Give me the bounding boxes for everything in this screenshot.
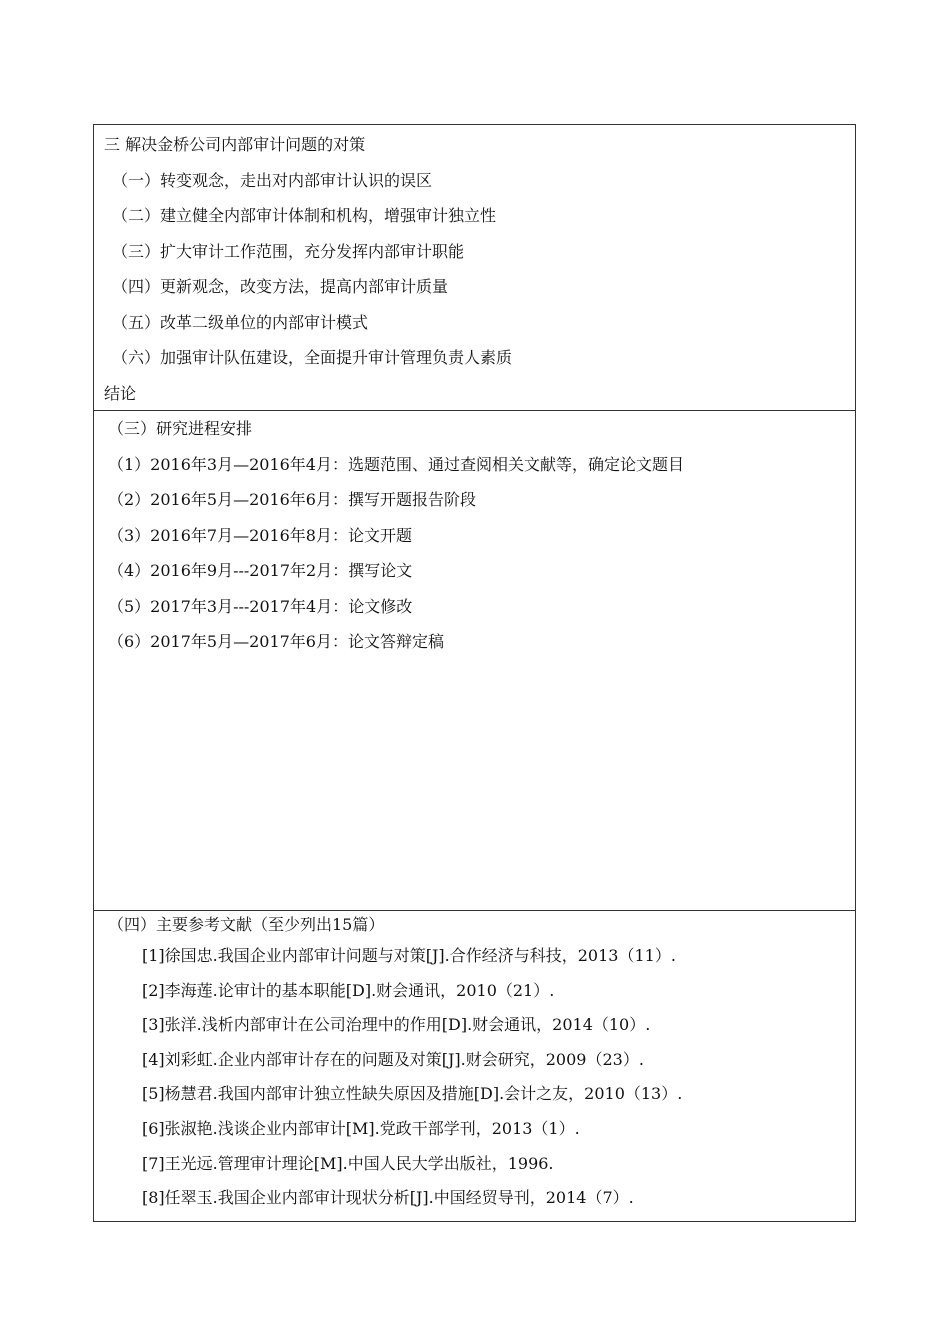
reference-item: [3]张洋.浅析内部审计在公司治理中的作用[D].财会通讯，2014（10）. bbox=[142, 1015, 651, 1035]
schedule-heading: （三）研究进程安排 bbox=[108, 419, 253, 438]
reference-item: [6]张淑艳.浅谈企业内部审计[M].党政干部学刊，2013（1）. bbox=[142, 1118, 580, 1138]
outline-item: （一）转变观念，走出对内部审计认识的误区 bbox=[112, 170, 433, 190]
outline-item: （四）更新观念，改变方法，提高内部审计质量 bbox=[112, 277, 449, 296]
reference-item: [1]徐国忠.我国企业内部审计问题与对策[J].合作经济与科技，2013（11）. bbox=[142, 946, 676, 965]
document-table bbox=[93, 124, 856, 1222]
references-section bbox=[94, 911, 855, 1221]
outline-item: （六）加强审计队伍建设，全面提升审计管理负责人素质 bbox=[112, 348, 513, 367]
schedule-item: （6）2017年5月—2017年6月：论文答辩定稿 bbox=[108, 632, 444, 651]
references-heading: （四）主要参考文献（至少列出15篇） bbox=[108, 915, 385, 934]
reference-item: [5]杨慧君.我国内部审计独立性缺失原因及措施[D].会计之友，2010（13）. bbox=[142, 1084, 683, 1104]
reference-item: [4]刘彩虹.企业内部审计存在的问题及对策[J].财会研究，2009（23）. bbox=[142, 1049, 644, 1069]
reference-item: [2]李海莲.论审计的基本职能[D].财会通讯，2010（21）. bbox=[142, 980, 555, 1000]
outline-item: （二）建立健全内部审计体制和机构，增强审计独立性 bbox=[112, 206, 497, 225]
schedule-item: （5）2017年3月---2017年4月：论文修改 bbox=[108, 596, 413, 616]
schedule-item: （1）2016年3月—2016年4月：选题范围、通过查阅相关文献等，确定论文题目 bbox=[108, 454, 684, 474]
outline-item: （三）扩大审计工作范围，充分发挥内部审计职能 bbox=[112, 241, 465, 261]
outline-heading: 三 解决金桥公司内部审计问题的对策 bbox=[104, 135, 366, 154]
outline-section bbox=[94, 125, 855, 411]
schedule-item: （2）2016年5月—2016年6月：撰写开题报告阶段 bbox=[108, 490, 476, 509]
outline-item: （五）改革二级单位的内部审计模式 bbox=[112, 312, 369, 332]
conclusion-label: 结论 bbox=[104, 383, 137, 403]
schedule-item: （3）2016年7月—2016年8月：论文开题 bbox=[108, 525, 412, 545]
schedule-item: （4）2016年9月---2017年2月：撰写论文 bbox=[108, 561, 413, 580]
schedule-section bbox=[94, 411, 855, 911]
reference-item: [8]任翠玉.我国企业内部审计现状分析[J].中国经贸导刊，2014（7）. bbox=[142, 1188, 634, 1208]
reference-item: [7]王光远.管理审计理论[M].中国人民大学出版社，1996. bbox=[142, 1153, 554, 1173]
